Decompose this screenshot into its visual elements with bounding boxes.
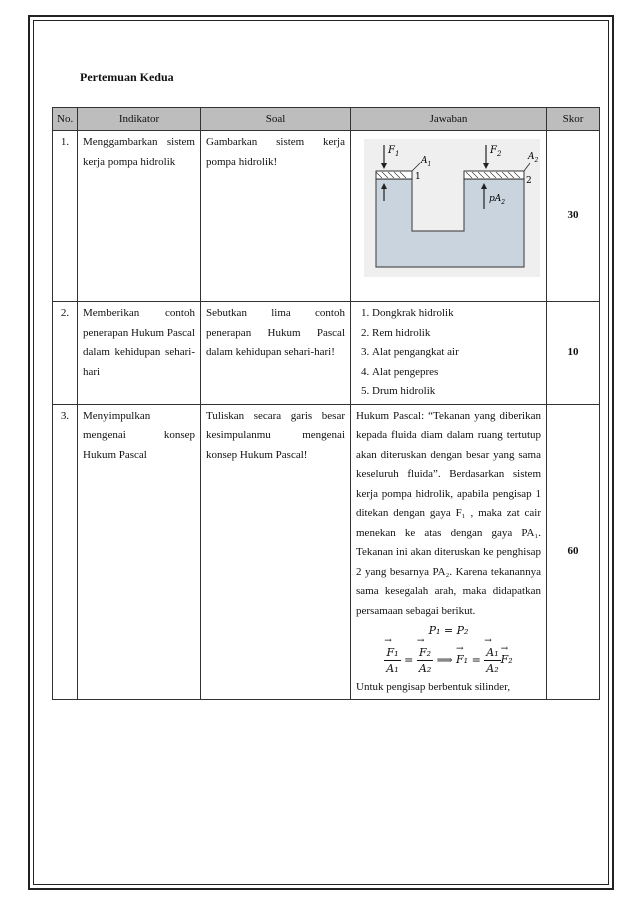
header-soal: Soal: [201, 108, 351, 131]
list-item: 2. Rem hidrolik: [372, 324, 541, 344]
label-f1-sub: 1: [394, 150, 400, 158]
table-row: [53, 404, 600, 700]
jawaban-cell: [351, 404, 547, 700]
fraction-a1-a2: → $\frac{\text{A₁}}{\text{A₂}}$: [484, 645, 500, 676]
header-no: No.: [53, 108, 78, 131]
jawaban-paragraph: Hukum Pascal: “Tekanan yang diberikan kepada fluida diam dalam ruang tertutup akan diteruskan dengan besar yang sama keseluruh fluida”. Berdasarkan sistem kerja pompa hidrolik, apabila pengisap 1 ditekan dengan gaya F₁ , maka zat cair menekan ke atas dengan gaya PA₁. Tekanan ini akan diteruskan ke penghisap 2 yang besarnya PA₂. Karena tekanannya sama kesegalah arah, maka didapatkan persamaan sebagai berikut.: [356, 409, 541, 617]
fraction-f1-a1: → $\frac{\text{F₁}}{\text{A₁}}$: [384, 645, 400, 676]
label-point-2: 2: [526, 176, 532, 186]
label-f1: F: [388, 145, 395, 156]
equation-force-area: → $\frac{\text{F₁}}{\text{A₁}}$ = → $\frac{\text{F₂}}{\text{A₂}}$ ⟹ → F₁ = → $\frac{\text{A₁}}{\text{A₂}}$ → F₂: [356, 645, 541, 676]
section-title: Pertemuan Kedua: [80, 70, 174, 84]
header-jawaban: Jawaban: [351, 108, 547, 131]
label-point-1: 1: [415, 172, 421, 182]
label-a2-sub: 2: [534, 157, 539, 164]
jawaban-cell: [351, 131, 547, 302]
label-a1-sub: 1: [427, 161, 432, 168]
jawaban-list: [356, 304, 541, 402]
label-pa2-sub: 2: [501, 199, 506, 206]
label-a1: A: [421, 156, 428, 166]
equation-pressure: P₁ = P₂: [428, 624, 469, 637]
soal-cell: Sebutkan lima contoh penerapan Hukum Pascal dalam kehidupan sehari-hari!: [201, 302, 351, 405]
list-item: 1. Dongkrak hidrolik: [372, 304, 541, 324]
table-row: [53, 302, 600, 405]
label-f2: F: [490, 145, 497, 156]
list-item: 4. Alat pengepres: [372, 363, 541, 383]
label-a2: A: [528, 152, 535, 162]
indikator-cell: Menyimpulkan mengenai konsep Hukum Pascal: [78, 404, 201, 700]
label-f2-sub: 2: [496, 150, 502, 158]
table-row: [53, 131, 600, 302]
jawaban-tail: Untuk pengisap berbentuk silinder,: [356, 680, 511, 693]
soal-cell: Tuliskan secara garis besar kesimpulanmu mengenai konsep Hukum Pascal!: [201, 404, 351, 700]
indikator-cell: Menggambarkan sistem kerja pompa hidrolik: [78, 131, 201, 302]
skor-cell: 60: [547, 404, 600, 700]
label-pa2: pA: [489, 194, 502, 204]
list-item: 5. Drum hidrolik: [372, 382, 541, 402]
header-indikator: Indikator: [78, 108, 201, 131]
row-number: 1.: [53, 131, 78, 302]
jawaban-cell: [351, 302, 547, 405]
skor-cell: 30: [547, 131, 600, 302]
table-header-row: [53, 108, 600, 131]
soal-cell: Gambarkan sistem kerja pompa hidrolik!: [201, 131, 351, 302]
skor-cell: 10: [547, 302, 600, 405]
row-number: 2.: [53, 302, 78, 405]
fraction-f2-a2: → $\frac{\text{F₂}}{\text{A₂}}$: [417, 645, 433, 676]
row-number: 3.: [53, 404, 78, 700]
header-skor: Skor: [547, 108, 600, 131]
indikator-cell: Memberikan contoh penerapan Hukum Pascal dalam kehidupan sehari-hari: [78, 302, 201, 405]
list-item: 3. Alat pengangkat air: [372, 343, 541, 363]
hydraulic-pump-diagram: [364, 139, 540, 277]
assessment-table: [52, 107, 600, 700]
